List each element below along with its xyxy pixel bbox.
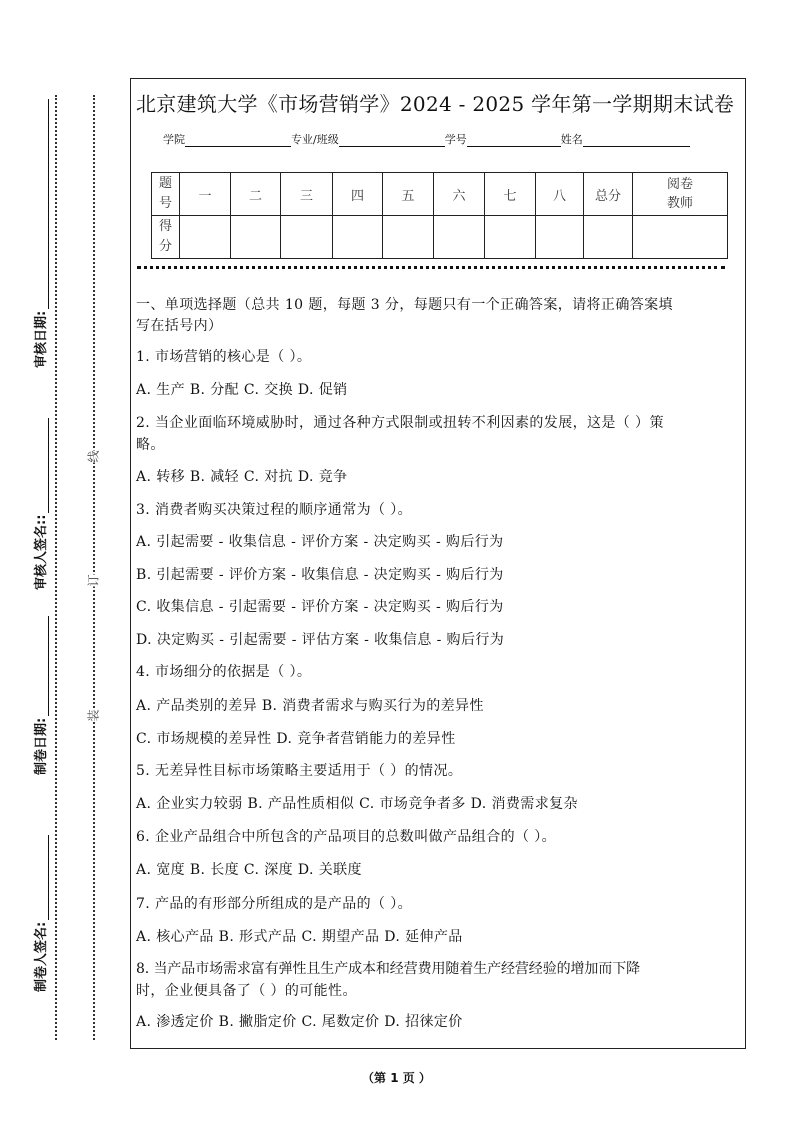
question-2-cont: 略。: [136, 437, 165, 453]
major-class-label: 专业/班级: [291, 133, 339, 146]
header-cell-8: 八: [536, 173, 584, 216]
student-id-input[interactable]: [467, 134, 561, 147]
review-date-field: [30, 99, 49, 368]
score-cell-3[interactable]: [281, 216, 333, 259]
question-4: 4. 市场细分的依据是（ ）。: [136, 664, 312, 680]
question-7: 7. 产品的有形部分所组成的是产品的（ ）。: [136, 896, 413, 912]
college-input[interactable]: [185, 134, 291, 147]
prepare-date-label: 制卷日期:: [34, 717, 49, 775]
preparer-signature-blank[interactable]: [34, 835, 49, 920]
question-5: 5. 无差异性目标市场策略主要适用于（ ）的情况。: [136, 763, 463, 779]
header-cell-5: 五: [383, 173, 434, 216]
score-cell-grader[interactable]: [633, 216, 728, 259]
score-cell-7[interactable]: [485, 216, 536, 259]
score-cell-4[interactable]: [333, 216, 383, 259]
header-cell-6: 六: [434, 173, 485, 216]
question-3-option-d: D. 决定购买 - 引起需要 - 评估方案 - 收集信息 - 购后行为: [136, 632, 505, 648]
question-2-options: A. 转移 B. 减轻 C. 对抗 D. 竞争: [136, 469, 348, 485]
margin-dotted-line-outer: [55, 95, 57, 1040]
student-info-fields: [163, 131, 690, 147]
review-date-label: 审核日期:: [34, 310, 49, 368]
question-1-options: A. 生产 B. 分配 C. 交换 D. 促销: [136, 382, 348, 398]
question-3-option-b: B. 引起需要 - 评价方案 - 收集信息 - 决定购买 - 购后行为: [136, 567, 504, 583]
question-4-options-cd: C. 市场规模的差异性 D. 竞争者营销能力的差异性: [136, 731, 456, 747]
exam-title: 北京建筑大学《市场营销学》2024 - 2025 学年第一学期期末试卷: [136, 92, 735, 116]
header-cell-3: 三: [281, 173, 333, 216]
score-cell-6[interactable]: [434, 216, 485, 259]
prepare-date-field: [30, 616, 49, 775]
question-3-option-a: A. 引起需要 - 收集信息 - 评价方案 - 决定购买 - 购后行为: [136, 534, 504, 550]
header-cell-7: 七: [485, 173, 536, 216]
dotted-separator: [137, 266, 725, 269]
header-cell-1: 一: [180, 173, 231, 216]
reviewer-signature-field: [30, 418, 49, 590]
review-date-blank[interactable]: [34, 99, 49, 309]
question-1: 1. 市场营销的核心是（ ）。: [136, 349, 312, 365]
header-cell-2: 二: [231, 173, 281, 216]
question-6-options: A. 宽度 B. 长度 C. 深度 D. 关联度: [136, 862, 362, 878]
prepare-date-blank[interactable]: [34, 616, 49, 716]
section-title-cont: 写在括号内）: [136, 318, 223, 334]
margin-dotted-line-inner: [93, 95, 95, 1040]
preparer-signature-field: [30, 835, 49, 992]
header-cell-4: 四: [333, 173, 383, 216]
question-8-cont: 时，企业便具备了（ ）的可能性。: [136, 983, 357, 999]
score-table-score-row: [152, 216, 728, 259]
page-number: （第 1 页 ）: [362, 1071, 431, 1085]
header-cell-grader: 阅卷 教师: [633, 173, 728, 216]
question-4-options-ab: A. 产品类别的差异 B. 消费者需求与购买行为的差异性: [136, 698, 484, 714]
header-cell-question-no: 题 号: [152, 173, 180, 216]
reviewer-signature-blank[interactable]: [34, 418, 49, 513]
question-7-options: A. 核心产品 B. 形式产品 C. 期望产品 D. 延伸产品: [136, 929, 463, 945]
section-title: 一、单项选择题（总共 10 题，每题 3 分，每题只有一个正确答案，请将正确答案填: [136, 297, 673, 313]
score-cell-1[interactable]: [180, 216, 231, 259]
score-cell-8[interactable]: [536, 216, 584, 259]
reviewer-signature-label: 审核人签名::: [34, 514, 49, 590]
score-cell-5[interactable]: [383, 216, 434, 259]
question-2: 2. 当企业面临环境威胁时，通过各种方式限制或扭转不利因素的发展，这是（ ）策: [136, 415, 664, 431]
header-cell-total: 总分: [584, 173, 633, 216]
score-cell-2[interactable]: [231, 216, 281, 259]
score-row-label: 得 分: [152, 216, 180, 259]
question-3-option-c: C. 收集信息 - 引起需要 - 评价方案 - 决定购买 - 购后行为: [136, 599, 504, 615]
preparer-signature-label: 制卷人签名:: [34, 921, 49, 992]
binding-mark-staple: 订: [86, 574, 101, 587]
question-3: 3. 消费者购买决策过程的顺序通常为（ ）。: [136, 502, 413, 518]
question-8-options: A. 渗透定价 B. 撇脂定价 C. 尾数定价 D. 招徕定价: [136, 1014, 463, 1030]
college-label: 学院: [163, 133, 185, 146]
major-class-input[interactable]: [339, 134, 445, 147]
name-label: 姓名: [560, 133, 583, 146]
binding-mark-bind: 装: [86, 709, 101, 722]
question-5-options: A. 企业实力较弱 B. 产品性质相似 C. 市场竞争者多 D. 消费需求复杂: [136, 796, 578, 812]
student-id-label: 学号: [444, 133, 467, 146]
question-8: 8. 当产品市场需求富有弹性且生产成本和经营费用随着生产经营经验的增加而下降: [136, 961, 641, 977]
score-cell-total[interactable]: [584, 216, 633, 259]
score-table-header-row: [152, 173, 728, 216]
name-input[interactable]: [583, 134, 690, 147]
question-6: 6. 企业产品组合中所包含的产品项目的总数叫做产品组合的（ ）。: [136, 829, 557, 845]
binding-mark-line: 线: [86, 450, 101, 463]
score-table: [151, 172, 728, 259]
